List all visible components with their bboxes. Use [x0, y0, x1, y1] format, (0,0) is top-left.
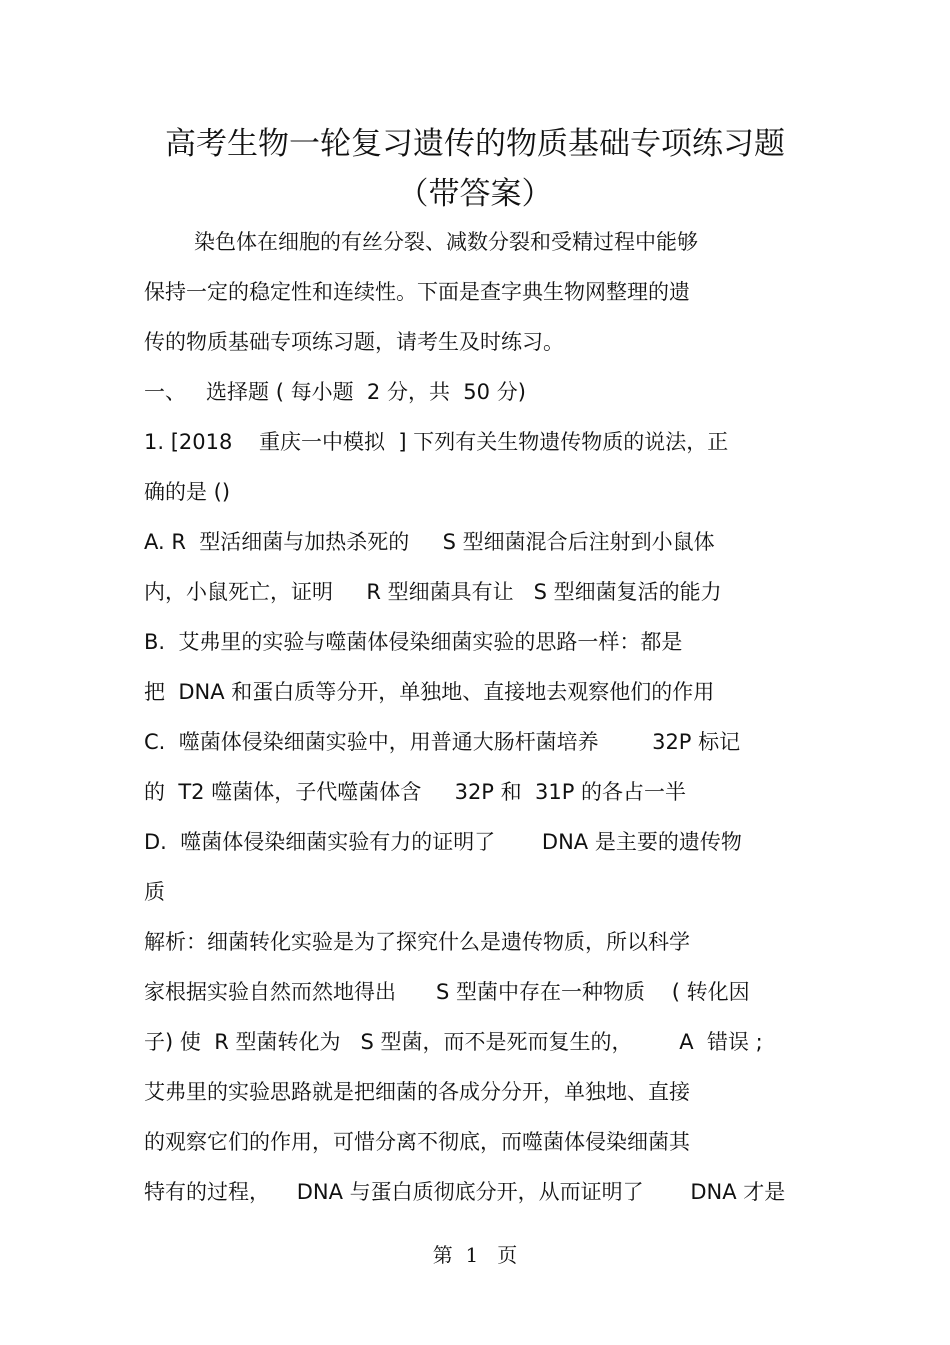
document-title: 高考生物一轮复习遗传的物质基础专项练习题: [165, 126, 785, 162]
question-stem-line: 确的是 (): [144, 480, 231, 504]
analysis-line: 艾弗里的实验思路就是把细菌的各成分分开，单独地、直接: [144, 1080, 690, 1104]
analysis-line: 家根据实验自然而然地得出 S 型菌中存在一种物质 ( 转化因: [144, 980, 750, 1004]
analysis-line: 解析：细菌转化实验是为了探究什么是遗传物质，所以科学: [144, 930, 690, 954]
section-heading: 一、 选择题 ( 每小题 2 分，共 50 分): [144, 380, 526, 404]
option-a-line: A. R 型活细菌与加热杀死的 S 型细菌混合后注射到小鼠体: [144, 530, 715, 554]
document-subtitle: （带答案）: [397, 176, 553, 212]
intro-paragraph-line: 保持一定的稳定性和连续性。下面是查字典生物网整理的遗: [144, 280, 690, 304]
analysis-line: 子) 使 R 型菌转化为 S 型菌，而不是死而复生的， A 错误 ;: [144, 1030, 763, 1054]
page-number: 第 1 页: [432, 1243, 518, 1267]
option-c-line: 的 T2 噬菌体，子代噬菌体含 32P 和 31P 的各占一半: [144, 780, 687, 804]
analysis-line: 特有的过程， DNA 与蛋白质彻底分开，从而证明了 DNA 才是: [144, 1180, 786, 1204]
intro-paragraph-line: 传的物质基础专项练习题，请考生及时练习。: [144, 330, 564, 354]
option-d-line: 质: [144, 880, 165, 904]
analysis-line: 的观察它们的作用，可惜分离不彻底，而噬菌体侵染细菌其: [144, 1130, 690, 1154]
question-stem-line: 1. [2018 重庆一中模拟 ] 下列有关生物遗传物质的说法，正: [144, 430, 729, 454]
document-body: [144, 224, 824, 1224]
option-b-line: B. 艾弗里的实验与噬菌体侵染细菌实验的思路一样：都是: [144, 630, 683, 654]
option-d-line: D. 噬菌体侵染细菌实验有力的证明了 DNA 是主要的遗传物: [144, 830, 742, 854]
option-b-line: 把 DNA 和蛋白质等分开，单独地、直接地去观察他们的作用: [144, 680, 715, 704]
intro-paragraph-line: 染色体在细胞的有丝分裂、减数分裂和受精过程中能够: [194, 230, 698, 254]
option-a-line: 内，小鼠死亡，证明 R 型细菌具有让 S 型细菌复活的能力: [144, 580, 722, 604]
option-c-line: C. 噬菌体侵染细菌实验中，用普通大肠杆菌培养 32P 标记: [144, 730, 741, 754]
